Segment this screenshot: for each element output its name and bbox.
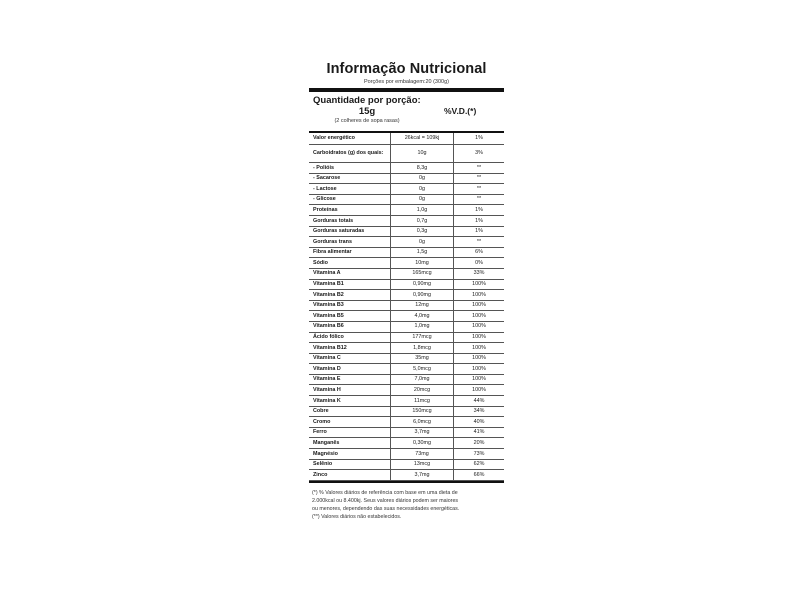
nutrient-name: Zinco bbox=[309, 470, 391, 481]
nutrient-amount: 1,5g bbox=[391, 247, 454, 258]
nutrient-name: Vitamina A bbox=[309, 268, 391, 279]
nutrient-row bbox=[309, 290, 504, 301]
nutrient-name: Vitamina B6 bbox=[309, 321, 391, 332]
nutrient-row bbox=[309, 133, 504, 145]
bottom-divider bbox=[309, 481, 504, 483]
nutrient-row bbox=[309, 145, 504, 163]
nutrient-row bbox=[309, 258, 504, 269]
nutrient-row bbox=[309, 459, 504, 470]
nutrient-row bbox=[309, 385, 504, 396]
footnote-line: (**) Valores diários não estabelecidos. bbox=[312, 514, 402, 521]
nutrient-amount: 10mg bbox=[391, 258, 454, 269]
nutrient-daily-value: ** bbox=[454, 184, 505, 195]
nutrient-amount: 20mcg bbox=[391, 385, 454, 396]
nutrient-amount: 35mg bbox=[391, 353, 454, 364]
nutrient-row bbox=[309, 279, 504, 290]
nutrient-daily-value: 40% bbox=[454, 417, 505, 428]
nutrient-daily-value: ** bbox=[454, 194, 505, 205]
nutrient-table-body bbox=[309, 133, 504, 480]
nutrient-name: Vitamina B12 bbox=[309, 343, 391, 354]
nutrient-amount: 0g bbox=[391, 184, 454, 195]
nutrient-daily-value: ** bbox=[454, 173, 505, 184]
nutrient-name: Cromo bbox=[309, 417, 391, 428]
nutrient-amount: 8,3g bbox=[391, 163, 454, 174]
nutrient-amount: 0,90mg bbox=[391, 279, 454, 290]
servings-per-package: Porções por embalagem:20 (300g) bbox=[364, 79, 449, 85]
nutrient-name: Sódio bbox=[309, 258, 391, 269]
footnote-line: (*) % Valores diários de referência com base em uma dieta de bbox=[312, 489, 458, 496]
nutrient-row bbox=[309, 406, 504, 417]
nutrient-name: Valor energético bbox=[309, 133, 391, 145]
nutrient-daily-value: 6% bbox=[454, 247, 505, 258]
nutrient-name: Vitamina D bbox=[309, 364, 391, 375]
nutrient-daily-value: 1% bbox=[454, 226, 505, 237]
nutrient-amount: 26kcal = 109kj bbox=[391, 133, 454, 145]
nutrient-row bbox=[309, 237, 504, 248]
nutrient-daily-value: 41% bbox=[454, 427, 505, 438]
nutrient-amount: 0,3g bbox=[391, 226, 454, 237]
nutrient-name: Vitamina C bbox=[309, 353, 391, 364]
nutrient-amount: 6,0mcg bbox=[391, 417, 454, 428]
nutrient-name: - Polióis bbox=[309, 163, 391, 174]
nutrient-daily-value: 1% bbox=[454, 215, 505, 226]
nutrient-daily-value: 1% bbox=[454, 133, 505, 145]
nutrient-amount: 0,7g bbox=[391, 215, 454, 226]
nutrient-row bbox=[309, 173, 504, 184]
nutrient-name: Vitamina B1 bbox=[309, 279, 391, 290]
nutrient-daily-value: 100% bbox=[454, 343, 505, 354]
nutrient-name: Selênio bbox=[309, 459, 391, 470]
nutrient-daily-value: 73% bbox=[454, 449, 505, 460]
nutrient-daily-value: 62% bbox=[454, 459, 505, 470]
nutrient-name: - Lactose bbox=[309, 184, 391, 195]
nutrient-amount: 7,0mg bbox=[391, 374, 454, 385]
nutrient-name: - Sacarose bbox=[309, 173, 391, 184]
nutrient-row bbox=[309, 226, 504, 237]
nutrient-row bbox=[309, 194, 504, 205]
nutrient-daily-value: 3% bbox=[454, 145, 505, 163]
nutrient-name: Vitamina B2 bbox=[309, 290, 391, 301]
nutrient-amount: 1,8mcg bbox=[391, 343, 454, 354]
nutrient-daily-value: 100% bbox=[454, 364, 505, 375]
nutrient-amount: 3,7mg bbox=[391, 427, 454, 438]
nutrient-name: Vitamina B5 bbox=[309, 311, 391, 322]
nutrient-row bbox=[309, 364, 504, 375]
nutrient-name: Fibra alimentar bbox=[309, 247, 391, 258]
nutrient-daily-value: 44% bbox=[454, 396, 505, 407]
nutrient-amount: 5,0mcg bbox=[391, 364, 454, 375]
nutrient-daily-value: 100% bbox=[454, 374, 505, 385]
nutrient-row bbox=[309, 205, 504, 216]
nutrient-name: Cobre bbox=[309, 406, 391, 417]
nutrient-name: Magnésio bbox=[309, 449, 391, 460]
nutrient-daily-value: 100% bbox=[454, 279, 505, 290]
nutrient-row bbox=[309, 332, 504, 343]
nutrient-amount: 1,0mg bbox=[391, 321, 454, 332]
nutrient-daily-value: 1% bbox=[454, 205, 505, 216]
nutrient-row bbox=[309, 247, 504, 258]
nutrient-amount: 0,30mg bbox=[391, 438, 454, 449]
nutrient-amount: 10g bbox=[391, 145, 454, 163]
nutrient-name: Ferro bbox=[309, 427, 391, 438]
nutrient-row bbox=[309, 343, 504, 354]
daily-value-header: %V.D.(*) bbox=[444, 106, 477, 116]
footnotes bbox=[309, 489, 504, 521]
footnote-line: 2.000kcal ou 8.400kj. Seus valores diários podem ser maiores bbox=[312, 497, 459, 504]
nutrient-amount: 150mcg bbox=[391, 406, 454, 417]
nutrient-row bbox=[309, 374, 504, 385]
nutrient-name: Manganês bbox=[309, 438, 391, 449]
nutrient-amount: 0,90mg bbox=[391, 290, 454, 301]
nutrient-daily-value: 66% bbox=[454, 470, 505, 481]
nutrient-name: Gorduras saturadas bbox=[309, 226, 391, 237]
nutrient-table bbox=[309, 133, 504, 481]
nutrient-name: Vitamina E bbox=[309, 374, 391, 385]
serving-header bbox=[309, 92, 504, 131]
nutrient-amount: 0g bbox=[391, 237, 454, 248]
nutrient-row bbox=[309, 215, 504, 226]
nutrient-amount: 0g bbox=[391, 173, 454, 184]
nutrient-daily-value: 100% bbox=[454, 385, 505, 396]
nutrient-daily-value: 34% bbox=[454, 406, 505, 417]
nutrient-daily-value: 33% bbox=[454, 268, 505, 279]
nutrient-row bbox=[309, 449, 504, 460]
nutrient-daily-value: 100% bbox=[454, 353, 505, 364]
nutrient-row bbox=[309, 470, 504, 481]
nutrient-amount: 4,0mg bbox=[391, 311, 454, 322]
nutrient-daily-value: 100% bbox=[454, 332, 505, 343]
nutrition-facts-label bbox=[309, 61, 504, 521]
nutrient-amount: 13mcg bbox=[391, 459, 454, 470]
nutrient-name: Vitamina K bbox=[309, 396, 391, 407]
label-title: Informação Nutricional bbox=[326, 61, 487, 77]
nutrient-amount: 11mcg bbox=[391, 396, 454, 407]
nutrient-daily-value: ** bbox=[454, 163, 505, 174]
nutrient-row bbox=[309, 438, 504, 449]
nutrient-name: Gorduras trans bbox=[309, 237, 391, 248]
nutrient-row bbox=[309, 311, 504, 322]
nutrient-name: Ácido fólico bbox=[309, 332, 391, 343]
nutrient-name: Gorduras totais bbox=[309, 215, 391, 226]
footnote-line: ou menores, dependendo das suas necessidades energéticas. bbox=[312, 506, 460, 512]
nutrient-amount: 73mg bbox=[391, 449, 454, 460]
serving-size: 15g bbox=[358, 106, 376, 117]
nutrient-daily-value: 100% bbox=[454, 311, 505, 322]
nutrient-row bbox=[309, 268, 504, 279]
nutrient-daily-value: 100% bbox=[454, 290, 505, 301]
nutrient-row bbox=[309, 396, 504, 407]
serving-note: (2 colheres de sopa rasas) bbox=[334, 118, 400, 124]
nutrient-name: Vitamina B3 bbox=[309, 300, 391, 311]
nutrient-row bbox=[309, 184, 504, 195]
nutrient-row bbox=[309, 417, 504, 428]
nutrient-amount: 12mg bbox=[391, 300, 454, 311]
nutrient-daily-value: 20% bbox=[454, 438, 505, 449]
nutrient-amount: 3,7mg bbox=[391, 470, 454, 481]
nutrient-row bbox=[309, 321, 504, 332]
nutrient-name: Vitamina H bbox=[309, 385, 391, 396]
nutrient-daily-value: 100% bbox=[454, 300, 505, 311]
nutrient-row bbox=[309, 163, 504, 174]
nutrient-name: - Glicose bbox=[309, 194, 391, 205]
nutrient-daily-value: 0% bbox=[454, 258, 505, 269]
nutrient-amount: 0g bbox=[391, 194, 454, 205]
nutrient-row bbox=[309, 300, 504, 311]
nutrient-daily-value: ** bbox=[454, 237, 505, 248]
quantity-label: Quantidade por porção: bbox=[313, 95, 421, 106]
nutrient-daily-value: 100% bbox=[454, 321, 505, 332]
nutrient-name: Proteínas bbox=[309, 205, 391, 216]
nutrient-amount: 177mcg bbox=[391, 332, 454, 343]
nutrient-amount: 1,0g bbox=[391, 205, 454, 216]
nutrient-amount: 165mcg bbox=[391, 268, 454, 279]
nutrient-row bbox=[309, 353, 504, 364]
nutrient-row bbox=[309, 427, 504, 438]
nutrient-name: Carboidratos (g) dos quais: bbox=[309, 145, 391, 163]
